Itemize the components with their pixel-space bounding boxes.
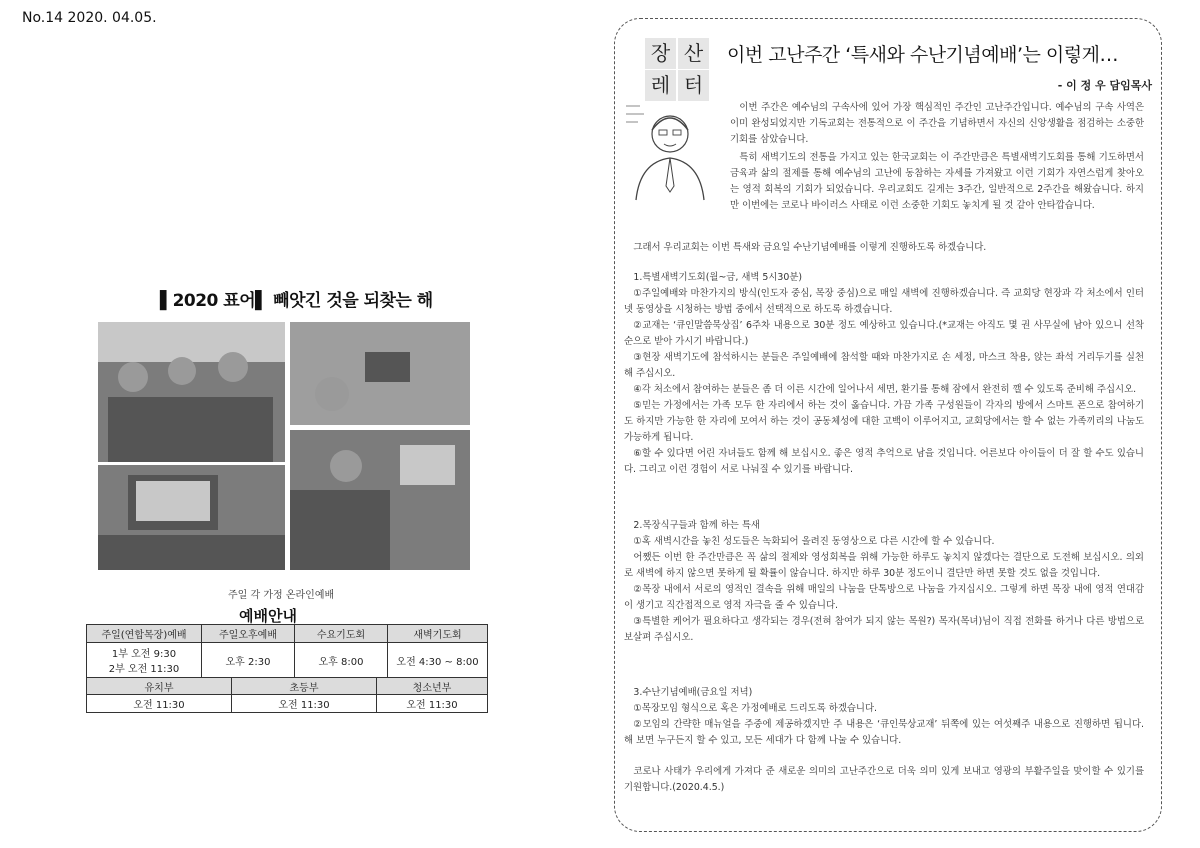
family-worship-photo-1 bbox=[98, 322, 285, 462]
time-elementary: 오전 11:30 bbox=[232, 695, 377, 713]
section-2-item-4: ③특별한 케어가 필요하다고 생각되는 경우(전혀 참여가 되지 않는 목원?) 목자(목녀)님이 직접 전화를 하거나 다른 방법으로 보살펴 주십시오. bbox=[624, 616, 1144, 643]
header-sunday-afternoon: 주일오후예배 bbox=[202, 625, 295, 643]
header-wednesday-prayer: 수요기도회 bbox=[295, 625, 388, 643]
section-3-item-1: ①목장모임 형식으로 혹은 가정예배로 드리도록 하겠습니다. bbox=[633, 703, 878, 714]
section-1-item-6: ⑥할 수 있다면 어린 자녀들도 함께 해 보십시오. 좋은 영적 추억으로 남을 것입니다. 어른보다 아이들이 더 잘 할 수도 있습니다. 그리고 이런 경험이 서로 나눠질 수 있기를 바랍니다. bbox=[624, 448, 1144, 475]
time-sunday-afternoon: 오후 2:30 bbox=[202, 643, 295, 678]
section-1-item-4: ④각 처소에서 참여하는 분들은 좀 더 이른 시간에 일어나서 세면, 환기를 통해 잠에서 완전히 깰 수 있도록 준비해 주십시오. bbox=[633, 384, 1137, 395]
school-schedule-table bbox=[86, 677, 488, 713]
church-motto: ▌2020 표어▌ 빼앗긴 것을 되찾는 해 bbox=[160, 291, 433, 311]
family-worship-photo-3 bbox=[98, 465, 285, 570]
letter-intro-2: 특히 새벽기도의 전통을 가지고 있는 한국교회는 이 주간만큼은 특별새벽기도회를 통해 기도하면서 금육과 삶의 절제를 통해 예수님의 고난에 동참하는 자세를 가져왔고 이런 기회가 자연스럽게 찾아오는 영적 회복의 기회가 되었습니다. 우리교회도 길게는 3주간, 일반적으로 2주간을 해왔습니다. 하지만 이번에는 코로나 바이러스 사태로 이런 소중한 기회도 놓치게 될 것 같아 안타깝습니다. bbox=[730, 152, 1144, 211]
letter-title: 이번 고난주간 ‘특새와 수난기념예배’는 이렇게… bbox=[727, 44, 1118, 66]
time-sunday-worship: 1부 오전 9:30 2부 오전 11:30 bbox=[87, 643, 202, 678]
badge-char-3: 레 bbox=[645, 70, 676, 101]
letter-author: - 이 정 우 담임목사 bbox=[1057, 79, 1152, 92]
section-1-item-3: ③현장 새벽기도에 참석하시는 분들은 주일예배에 참석할 때와 마찬가지로 손 세정, 마스크 착용, 앉는 좌석 거리두기를 실천해 주십시오. bbox=[624, 352, 1144, 379]
header-kindergarten: 유치부 bbox=[87, 678, 232, 695]
photo-caption: 주일 각 가정 온라인예배 bbox=[228, 590, 335, 601]
letter-intro-3: 그래서 우리교회는 이번 특새와 금요일 수난기념예배를 이렇게 진행하도록 하겠습니다. bbox=[633, 242, 987, 253]
photo-collage bbox=[98, 322, 488, 570]
section-1-item-1: ①주일예배와 마찬가지의 방식(인도자 중심, 목장 중심)으로 매일 새벽에 진행하겠습니다. 즉 교회당 현장과 각 처소에서 인터넷 동영상을 시청하는 방법 중에서 선택적으로 하도록 하겠습니다. bbox=[624, 288, 1144, 315]
letter-intro-1: 이번 주간은 예수님의 구속사에 있어 가장 핵심적인 주간인 고난주간입니다. 예수님의 구속 사역은 이미 완성되었지만 기독교회는 전통적으로 이 주간을 기념하면서 자신의 신앙생활을 점검하는 소중한 기회를 삼았습니다. bbox=[730, 102, 1144, 145]
section-3 bbox=[624, 685, 1144, 749]
section-3-heading: 3.수난기념예배(금요일 저녁) bbox=[633, 687, 753, 698]
issue-number: No.14 2020. 04.05. bbox=[22, 10, 157, 26]
section-3-item-2: ②모임의 간략한 매뉴얼을 주중에 제공하겠지만 주 내용은 ‘큐인묵상교재’ 뒤쪽에 있는 여섯째주 내용으로 진행하면 됩니다. 해 보면 누구든지 할 수 있고, 모든 세대가 다 함께 나눌 수 있습니다. bbox=[624, 719, 1144, 746]
badge-char-4: 터 bbox=[678, 70, 709, 101]
section-2-item-3: ②목장 내에서 서로의 영적인 결속을 위해 매일의 나눔을 단톡방으로 나눔을 가지십시오. 그렇게 하면 목장 내에 영적 연대감이 생기고 직간접적으로 영적 자극을 줄 수 있습니다. bbox=[624, 584, 1144, 611]
badge-char-1: 장 bbox=[645, 38, 676, 69]
section-2 bbox=[624, 518, 1144, 646]
worship-schedule-title: 예배안내 bbox=[239, 607, 297, 625]
family-worship-photo-4 bbox=[290, 430, 470, 570]
section-2-item-2: 어쨌든 이번 한 주간만큼은 꼭 삶의 절제와 영성회복을 위해 가능한 하루도 놓치지 않겠다는 결단으로 도전해 보십시오. 의외로 새벽에 하지 않으면 못하게 될 확률이 않습니다. 하지만 하루 30분 정도이니 결단만 하면 못할 것도 없을 것입니다. bbox=[624, 552, 1144, 579]
letter-closing: 코로나 사태가 우리에게 가져다 준 새로운 의미의 고난주간으로 더욱 의미 있게 보내고 영광의 부활주일을 맞이할 수 있기를 기원합니다.(2020.4.5.) bbox=[624, 766, 1144, 793]
time-wednesday-prayer: 오후 8:00 bbox=[295, 643, 388, 678]
header-youth: 청소년부 bbox=[377, 678, 488, 695]
section-2-item-1: ①혹 새벽시간을 놓친 성도들은 녹화되어 올려진 동영상으로 다른 시간에 할 수 있습니다. bbox=[633, 536, 995, 547]
worship-schedule-table bbox=[86, 624, 488, 678]
time-dawn-prayer: 오전 4:30 ~ 8:00 bbox=[388, 643, 488, 678]
time-kindergarten: 오전 11:30 bbox=[87, 695, 232, 713]
section-1-item-2: ②교재는 ‘큐인말씀묵상집’ 6주차 내용으로 30분 정도 예상하고 있습니다.(*교재는 아직도 몇 권 사무실에 남아 있으니 선착순으로 받아 가시기 바랍니다.) bbox=[624, 320, 1144, 347]
header-sunday-worship: 주일(연합목장)예배 bbox=[87, 625, 202, 643]
time-youth: 오전 11:30 bbox=[377, 695, 488, 713]
section-2-heading: 2.목장식구들과 함께 하는 특새 bbox=[633, 520, 760, 531]
pastor-portrait-sketch bbox=[624, 100, 716, 206]
header-dawn-prayer: 새벽기도회 bbox=[388, 625, 488, 643]
section-1 bbox=[624, 270, 1144, 478]
section-1-item-5: ⑤믿는 가정에서는 가족 모두 한 자리에서 하는 것이 옳습니다. 가끔 가족 구성원들이 각자의 방에서 스마트 폰으로 참여하기도 하지만 가능한 한 자리에 모여서 하는 것이 공동체성에 대한 고백이 이루어지고, 교회당에서는 할 수 없는 가족끼리의 나눔도 가능하게 됩니다. bbox=[624, 400, 1144, 443]
header-elementary: 초등부 bbox=[232, 678, 377, 695]
badge-char-2: 산 bbox=[678, 38, 709, 69]
family-worship-photo-2 bbox=[290, 322, 470, 425]
section-1-heading: 1.특별새벽기도회(월~금, 새벽 5시30분) bbox=[633, 272, 803, 283]
